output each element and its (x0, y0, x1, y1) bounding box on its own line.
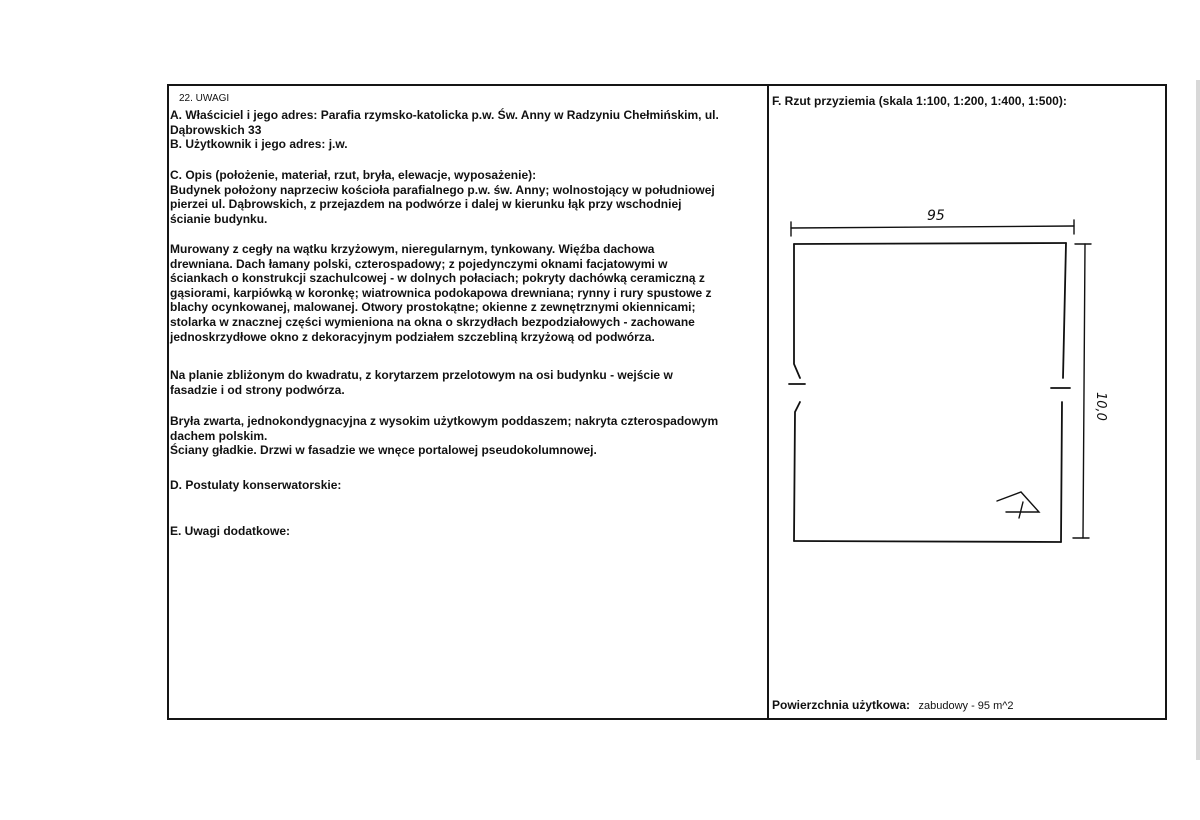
description-line: dachem polskim. (170, 428, 268, 443)
wall-top (794, 243, 1066, 244)
north-arrow (997, 492, 1039, 518)
plan-shape-block (170, 368, 766, 397)
usable-area-row (772, 696, 1014, 714)
description-line: Bryła zwarta, jednokondygnacyjna z wysokim użytkowym poddaszem; nakryta czterospadowym (170, 414, 719, 428)
massing-block (170, 414, 766, 458)
section-number: 22. UWAGI (179, 93, 230, 104)
description-line: blachy ocynkowanej, malowanej. Otwory prostokątne; okienne z zewnętrznymi okiennicami; (170, 300, 696, 315)
material-block (170, 242, 766, 344)
description-line: jednoskrzydłowe okno z dekoracyjnym podziałem szczebliną krzyżową od podwórza. (170, 329, 655, 344)
plan-column (769, 86, 1167, 718)
width-dimension-label: 95 (927, 208, 945, 224)
scan-edge (1196, 80, 1200, 760)
description-line: Budynek położony naprzeciw kościoła parafialnego p.w. św. Anny; wolnostojący w południowej (170, 182, 715, 197)
description-line: ścianie budynku. (170, 211, 268, 226)
plan-heading: F. Rzut przyziemia (skala 1:100, 1:200, 1:400, 1:500): (772, 94, 1067, 108)
owner-line-2: Dąbrowskich 33 (170, 122, 262, 137)
record-card (167, 84, 1167, 720)
user-line-1: B. Użytkownik i jego adres: j.w. (170, 137, 348, 151)
wall-right-lower (1061, 402, 1062, 542)
usable-area-value: zabudowy - 95 m^2 (918, 700, 1014, 712)
wall-bottom (794, 541, 1061, 542)
usable-area-label: Powierzchnia użytkowa: (772, 698, 911, 712)
wall-left-lower (794, 402, 800, 541)
remarks-column (169, 86, 765, 718)
description-line: drewniana. Dach łamany polski, czterospadowy; z pojedynczymi oknami facjatowymi w (170, 256, 668, 271)
remarks-heading: E. Uwagi dodatkowe: (170, 524, 291, 538)
user-block (170, 137, 766, 152)
depth-dimension-label: 10,0 (1093, 392, 1108, 421)
postulates-heading: D. Postulaty konserwatorskie: (170, 478, 342, 492)
description-line: pierzei ul. Dąbrowskich, z przejazdem na podwórze i dalej w kierunku łąk przy wschodniej (170, 197, 682, 212)
width-dimension-line (791, 226, 1074, 228)
description-line: gąsiorami, karpiówką w koronkę; wiatrownica podokapowa drewniana; rynny i rury spustowe z (170, 285, 712, 300)
description-line: Ściany gładkie. Drzwi w fasadzie we wnęce portalowej pseudokolumnowej. (170, 443, 597, 458)
owner-block (170, 108, 766, 137)
description-line: Na planie zbliżonym do kwadratu, z korytarzem przelotowym na osi budynku - wejście w (170, 368, 673, 382)
owner-line-1: A. Właściciel i jego adres: Parafia rzymsko-katolicka p.w. Św. Anny w Radzyniu Chełmińskim, ul. (170, 108, 719, 122)
wall-right-upper (1063, 243, 1066, 378)
depth-dimension-line (1083, 244, 1085, 538)
description-line: ściankach o konstrukcji szachulcowej - w dolnych połaciach; pokryty dachówką ceramiczną z (170, 271, 705, 286)
description-line: Murowany z cegły na wątku krzyżowym, nieregularnym, tynkowany. Więźba dachowa (170, 242, 655, 256)
description-line: stolarka w znacznej części wymieniona na okna o skrzydłach bezpodziałowych - zachowane (170, 314, 695, 329)
description-block (170, 168, 766, 226)
description-line: fasadzie i od strony podwórza. (170, 382, 345, 397)
floor-plan-sketch (769, 86, 1167, 718)
wall-left-upper (794, 244, 800, 378)
description-heading: C. Opis (położenie, materiał, rzut, bryła, elewacje, wyposażenie): (170, 168, 537, 182)
